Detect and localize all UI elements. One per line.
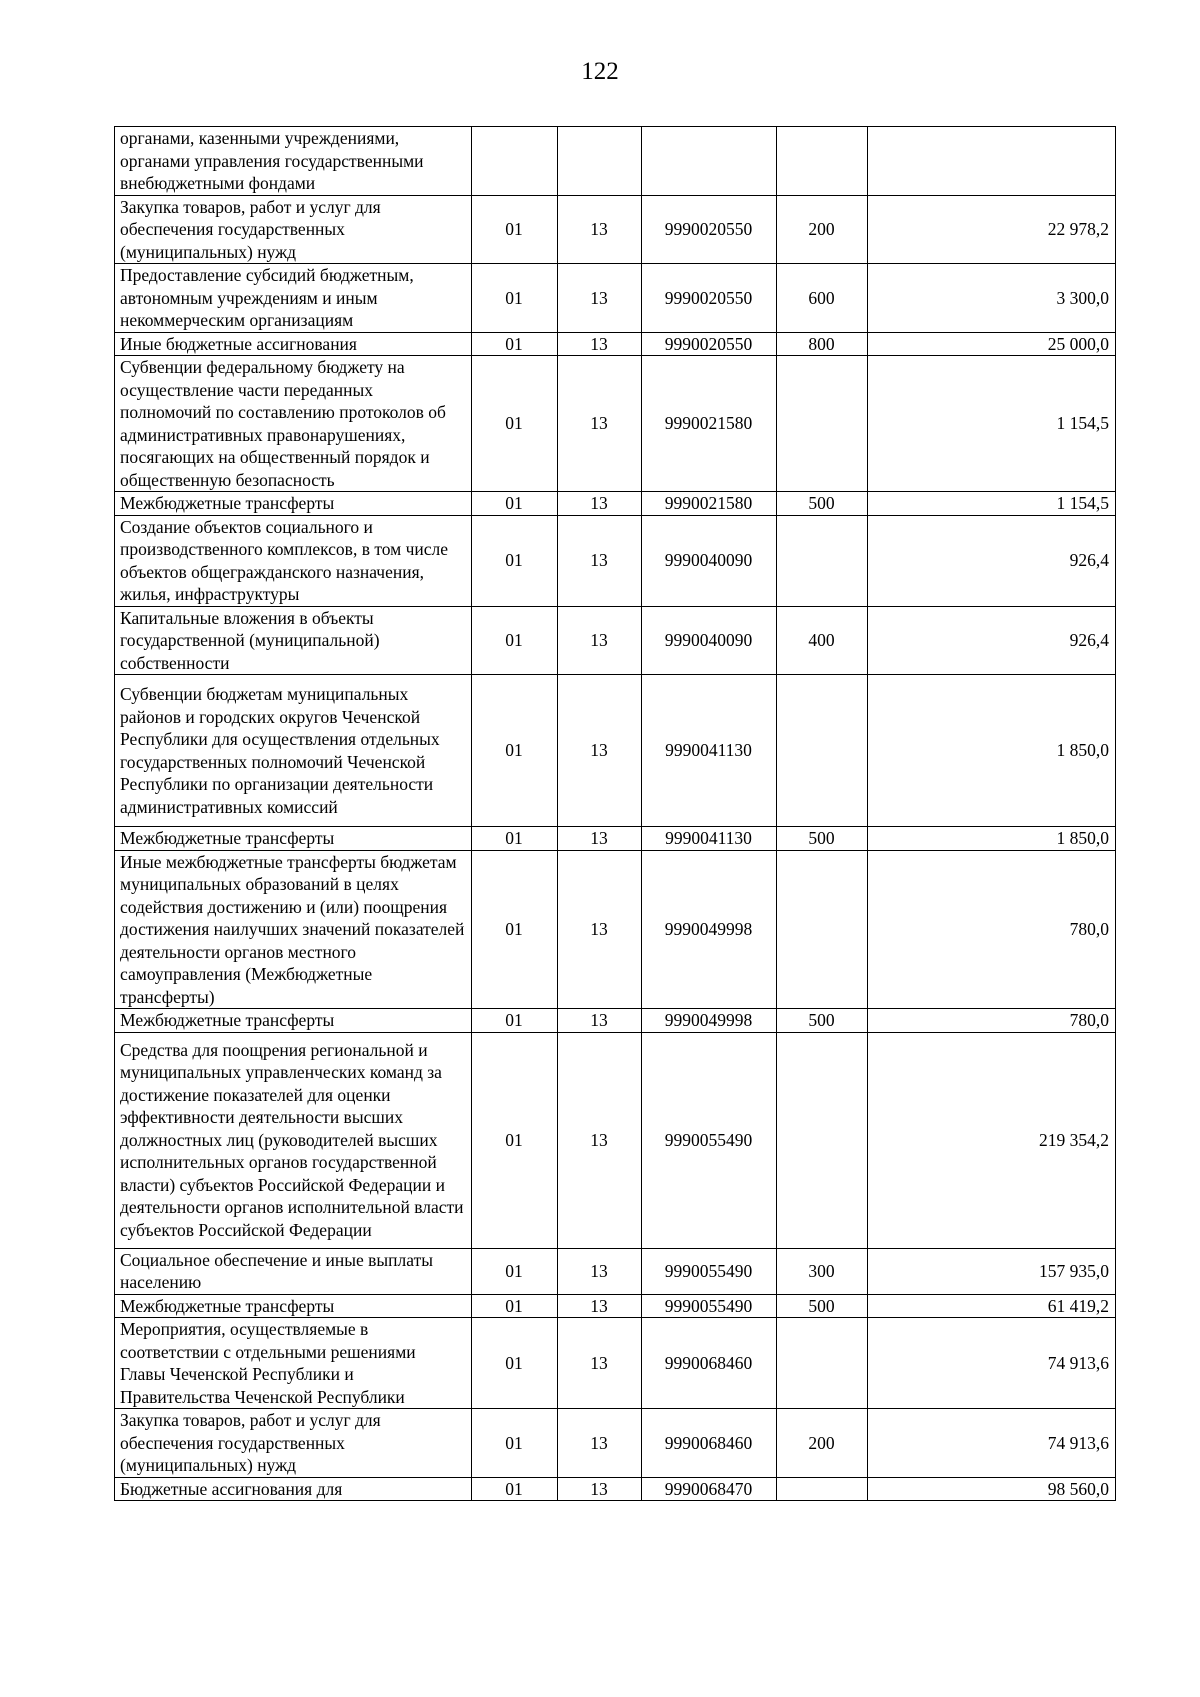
cell-section: 01	[472, 675, 558, 827]
cell-name: Социальное обеспечение и иные выплаты населению	[115, 1248, 472, 1294]
cell-expense-type	[777, 127, 868, 196]
cell-amount: 98 560,0	[868, 1477, 1116, 1501]
cell-subsection: 13	[558, 1032, 642, 1248]
cell-target-code: 9990041130	[642, 827, 777, 851]
cell-subsection: 13	[558, 264, 642, 333]
cell-expense-type: 200	[777, 1409, 868, 1478]
cell-name: Мероприятия, осуществляемые в соответствии с отдельными решениями Главы Чеченской Республики и Правительства Чеченской Республики	[115, 1318, 472, 1409]
cell-name: органами, казенными учреждениями, органами управления государственными внебюджетными фондами	[115, 127, 472, 196]
table-row	[115, 264, 1116, 333]
budget-table	[114, 126, 1116, 1501]
table-row	[115, 1009, 1116, 1033]
cell-amount	[868, 127, 1116, 196]
cell-expense-type: 400	[777, 606, 868, 675]
cell-section: 01	[472, 850, 558, 1009]
cell-subsection: 13	[558, 195, 642, 264]
cell-expense-type: 800	[777, 332, 868, 356]
cell-target-code: 9990041130	[642, 675, 777, 827]
table-row	[115, 1477, 1116, 1501]
cell-name: Межбюджетные трансферты	[115, 1009, 472, 1033]
cell-expense-type: 500	[777, 1294, 868, 1318]
cell-section: 01	[472, 356, 558, 492]
cell-name: Межбюджетные трансферты	[115, 1294, 472, 1318]
cell-subsection: 13	[558, 332, 642, 356]
cell-expense-type: 500	[777, 492, 868, 516]
cell-subsection: 13	[558, 827, 642, 851]
cell-amount: 157 935,0	[868, 1248, 1116, 1294]
cell-target-code: 9990055490	[642, 1294, 777, 1318]
cell-subsection: 13	[558, 1409, 642, 1478]
cell-subsection: 13	[558, 606, 642, 675]
table-row	[115, 1294, 1116, 1318]
cell-section	[472, 127, 558, 196]
cell-subsection	[558, 127, 642, 196]
cell-amount: 926,4	[868, 515, 1116, 606]
cell-target-code: 9990020550	[642, 195, 777, 264]
table-row	[115, 675, 1116, 827]
cell-target-code: 9990068460	[642, 1318, 777, 1409]
cell-section: 01	[472, 1248, 558, 1294]
cell-name: Межбюджетные трансферты	[115, 827, 472, 851]
cell-subsection: 13	[558, 1248, 642, 1294]
cell-expense-type: 600	[777, 264, 868, 333]
cell-amount: 1 850,0	[868, 827, 1116, 851]
table-row	[115, 1409, 1116, 1478]
cell-amount: 61 419,2	[868, 1294, 1116, 1318]
cell-expense-type: 300	[777, 1248, 868, 1294]
cell-section: 01	[472, 1477, 558, 1501]
cell-amount: 926,4	[868, 606, 1116, 675]
cell-amount: 1 154,5	[868, 356, 1116, 492]
cell-subsection: 13	[558, 492, 642, 516]
cell-name: Субвенции бюджетам муниципальных районов и городских округов Чеченской Республики для осуществления отдельных государственных полномочий Чеченской Республики по организации деятельности административных комиссий	[115, 675, 472, 827]
cell-amount: 1 154,5	[868, 492, 1116, 516]
cell-name: Капитальные вложения в объекты государственной (муниципальной) собственности	[115, 606, 472, 675]
cell-expense-type	[777, 1032, 868, 1248]
cell-name: Закупка товаров, работ и услуг для обеспечения государственных (муниципальных) нужд	[115, 195, 472, 264]
cell-name: Межбюджетные трансферты	[115, 492, 472, 516]
cell-section: 01	[472, 195, 558, 264]
cell-subsection: 13	[558, 1009, 642, 1033]
cell-section: 01	[472, 1032, 558, 1248]
cell-amount: 219 354,2	[868, 1032, 1116, 1248]
cell-target-code: 9990055490	[642, 1248, 777, 1294]
cell-amount: 780,0	[868, 850, 1116, 1009]
table-row	[115, 606, 1116, 675]
page-number: 122	[581, 58, 619, 85]
cell-name: Средства для поощрения региональной и муниципальных управленческих команд за достижение показателей для оценки эффективности деятельности высших должностных лиц (руководителей высших исполнительных органов государственной власти) субъектов Российской Федерации и деятельности органов исполнительной власти субъектов Российской Федерации	[115, 1032, 472, 1248]
cell-name: Иные межбюджетные трансферты бюджетам муниципальных образований в целях содействия достижению и (или) поощрения достижения наилучших значений показателей деятельности органов местного самоуправления (Межбюджетные трансферты)	[115, 850, 472, 1009]
cell-name: Закупка товаров, работ и услуг для обеспечения государственных (муниципальных) нужд	[115, 1409, 472, 1478]
table-row	[115, 1248, 1116, 1294]
cell-section: 01	[472, 1294, 558, 1318]
cell-subsection: 13	[558, 850, 642, 1009]
cell-subsection: 13	[558, 1318, 642, 1409]
cell-target-code: 9990021580	[642, 356, 777, 492]
cell-amount: 780,0	[868, 1009, 1116, 1033]
cell-subsection: 13	[558, 515, 642, 606]
cell-amount: 25 000,0	[868, 332, 1116, 356]
table-row	[115, 1032, 1116, 1248]
cell-subsection: 13	[558, 1294, 642, 1318]
cell-target-code: 9990068460	[642, 1409, 777, 1478]
cell-target-code: 9990040090	[642, 515, 777, 606]
cell-amount: 1 850,0	[868, 675, 1116, 827]
cell-name: Субвенции федеральному бюджету на осуществление части переданных полномочий по составлению протоколов об административных правонарушениях, посягающих на общественный порядок и общественную безопасность	[115, 356, 472, 492]
cell-expense-type	[777, 1477, 868, 1501]
table-row	[115, 515, 1116, 606]
cell-expense-type: 500	[777, 827, 868, 851]
cell-amount: 74 913,6	[868, 1409, 1116, 1478]
cell-subsection: 13	[558, 1477, 642, 1501]
cell-section: 01	[472, 492, 558, 516]
table-row	[115, 332, 1116, 356]
cell-target-code	[642, 127, 777, 196]
cell-expense-type: 200	[777, 195, 868, 264]
cell-subsection: 13	[558, 356, 642, 492]
cell-section: 01	[472, 332, 558, 356]
cell-subsection: 13	[558, 675, 642, 827]
cell-name: Бюджетные ассигнования для	[115, 1477, 472, 1501]
cell-expense-type	[777, 356, 868, 492]
table-row	[115, 127, 1116, 196]
table-row	[115, 492, 1116, 516]
table-row	[115, 827, 1116, 851]
cell-amount: 3 300,0	[868, 264, 1116, 333]
table-row	[115, 195, 1116, 264]
cell-expense-type	[777, 850, 868, 1009]
cell-section: 01	[472, 515, 558, 606]
cell-name: Создание объектов социального и производственного комплексов, в том числе объектов общегражданского назначения, жилья, инфраструктуры	[115, 515, 472, 606]
cell-name: Иные бюджетные ассигнования	[115, 332, 472, 356]
cell-section: 01	[472, 1409, 558, 1478]
table-body	[115, 127, 1116, 1501]
cell-section: 01	[472, 1318, 558, 1409]
cell-target-code: 9990021580	[642, 492, 777, 516]
cell-expense-type	[777, 675, 868, 827]
cell-amount: 74 913,6	[868, 1318, 1116, 1409]
cell-expense-type: 500	[777, 1009, 868, 1033]
cell-amount: 22 978,2	[868, 195, 1116, 264]
table-row	[115, 356, 1116, 492]
cell-target-code: 9990049998	[642, 850, 777, 1009]
cell-expense-type	[777, 1318, 868, 1409]
cell-target-code: 9990040090	[642, 606, 777, 675]
cell-section: 01	[472, 264, 558, 333]
cell-section: 01	[472, 1009, 558, 1033]
cell-target-code: 9990055490	[642, 1032, 777, 1248]
cell-target-code: 9990049998	[642, 1009, 777, 1033]
cell-target-code: 9990020550	[642, 332, 777, 356]
table-row	[115, 850, 1116, 1009]
table-row	[115, 1318, 1116, 1409]
cell-target-code: 9990020550	[642, 264, 777, 333]
cell-target-code: 9990068470	[642, 1477, 777, 1501]
cell-section: 01	[472, 827, 558, 851]
cell-expense-type	[777, 515, 868, 606]
cell-name: Предоставление субсидий бюджетным, автономным учреждениям и иным некоммерческим организациям	[115, 264, 472, 333]
cell-section: 01	[472, 606, 558, 675]
